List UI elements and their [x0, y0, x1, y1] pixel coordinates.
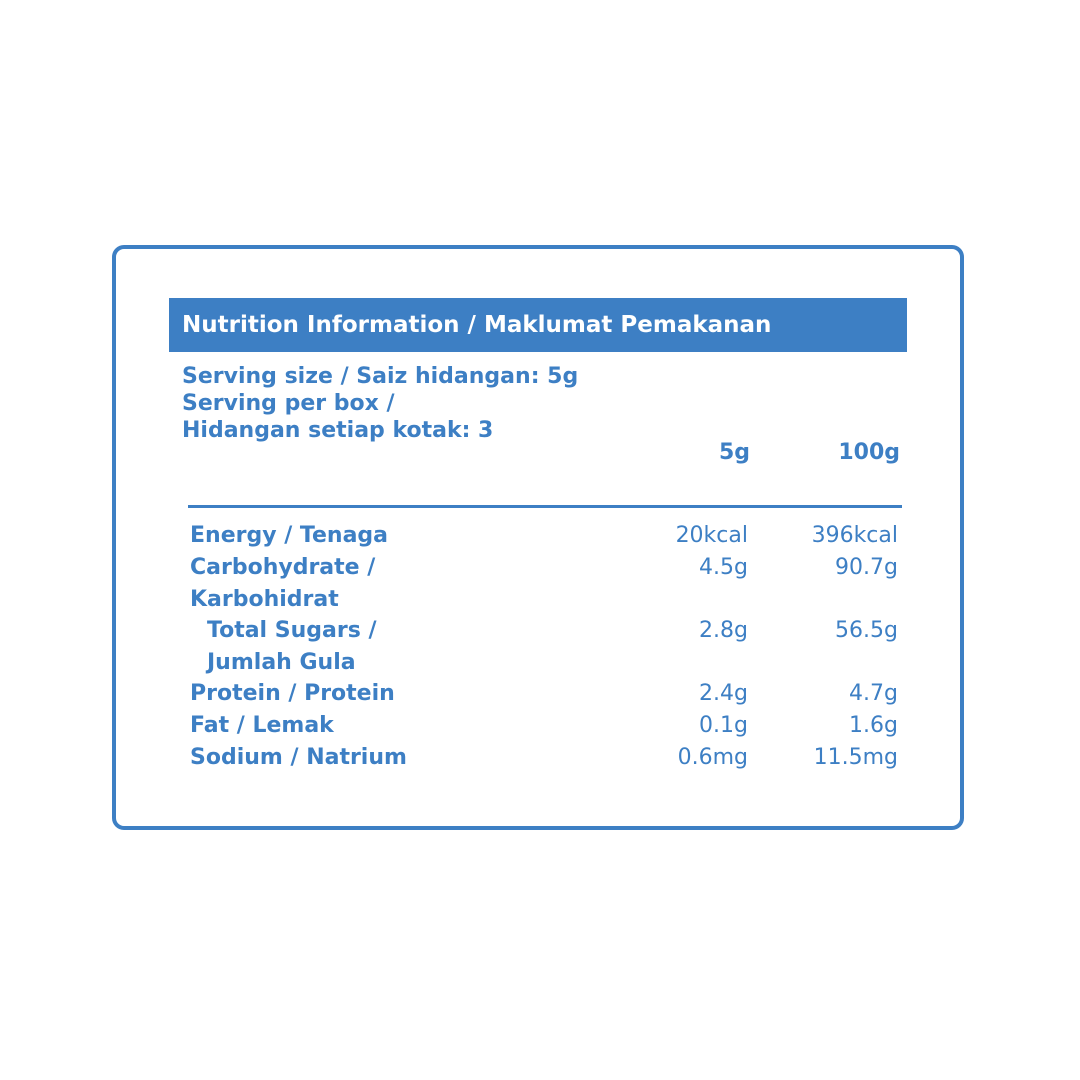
title-malay: Maklumat Pemakanan	[483, 312, 772, 338]
nutrient-value-protein-per-100g: 4.7g	[849, 681, 898, 706]
column-header-per-serving: 5g	[718, 440, 750, 465]
nutrient-value-fat-per-serving: 0.1g	[699, 713, 748, 738]
nutrient-value-total-sugars-per-100g: 56.5g	[835, 618, 898, 643]
nutrient-label-protein: Protein / Protein	[190, 681, 395, 706]
nutrient-value-energy-per-100g: 396kcal	[811, 523, 898, 548]
title-english: Nutrition Information	[182, 312, 460, 338]
serving-per-box-line: Serving per box /	[182, 391, 395, 416]
nutrient-label-total-sugars: Total Sugars /	[207, 618, 377, 643]
nutrient-label-carbohydrate-malay: Karbohidrat	[190, 587, 339, 612]
column-header-per-100g: 100g	[838, 440, 900, 465]
nutrition-title-bar	[169, 298, 907, 352]
title-separator: /	[459, 312, 484, 338]
nutrient-value-protein-per-serving: 2.4g	[699, 681, 748, 706]
servings-count-line: Hidangan setiap kotak: 3	[182, 418, 494, 443]
nutrient-value-sodium-per-100g: 11.5mg	[813, 745, 898, 770]
nutrient-value-sodium-per-serving: 0.6mg	[677, 745, 748, 770]
nutrient-value-carbohydrate-per-serving: 4.5g	[699, 555, 748, 580]
nutrient-value-carbohydrate-per-100g: 90.7g	[835, 555, 898, 580]
nutrient-label-fat: Fat / Lemak	[190, 713, 334, 738]
nutrient-label-total-sugars-malay: Jumlah Gula	[207, 650, 356, 675]
nutrient-value-total-sugars-per-serving: 2.8g	[699, 618, 748, 643]
header-divider	[188, 505, 902, 508]
nutrient-value-energy-per-serving: 20kcal	[675, 523, 748, 548]
nutrient-label-carbohydrate: Carbohydrate /	[190, 555, 376, 580]
nutrient-label-sodium: Sodium / Natrium	[190, 745, 407, 770]
serving-size-line: Serving size / Saiz hidangan: 5g	[182, 364, 579, 389]
nutrient-label-energy: Energy / Tenaga	[190, 523, 389, 548]
nutrient-value-fat-per-100g: 1.6g	[849, 713, 898, 738]
